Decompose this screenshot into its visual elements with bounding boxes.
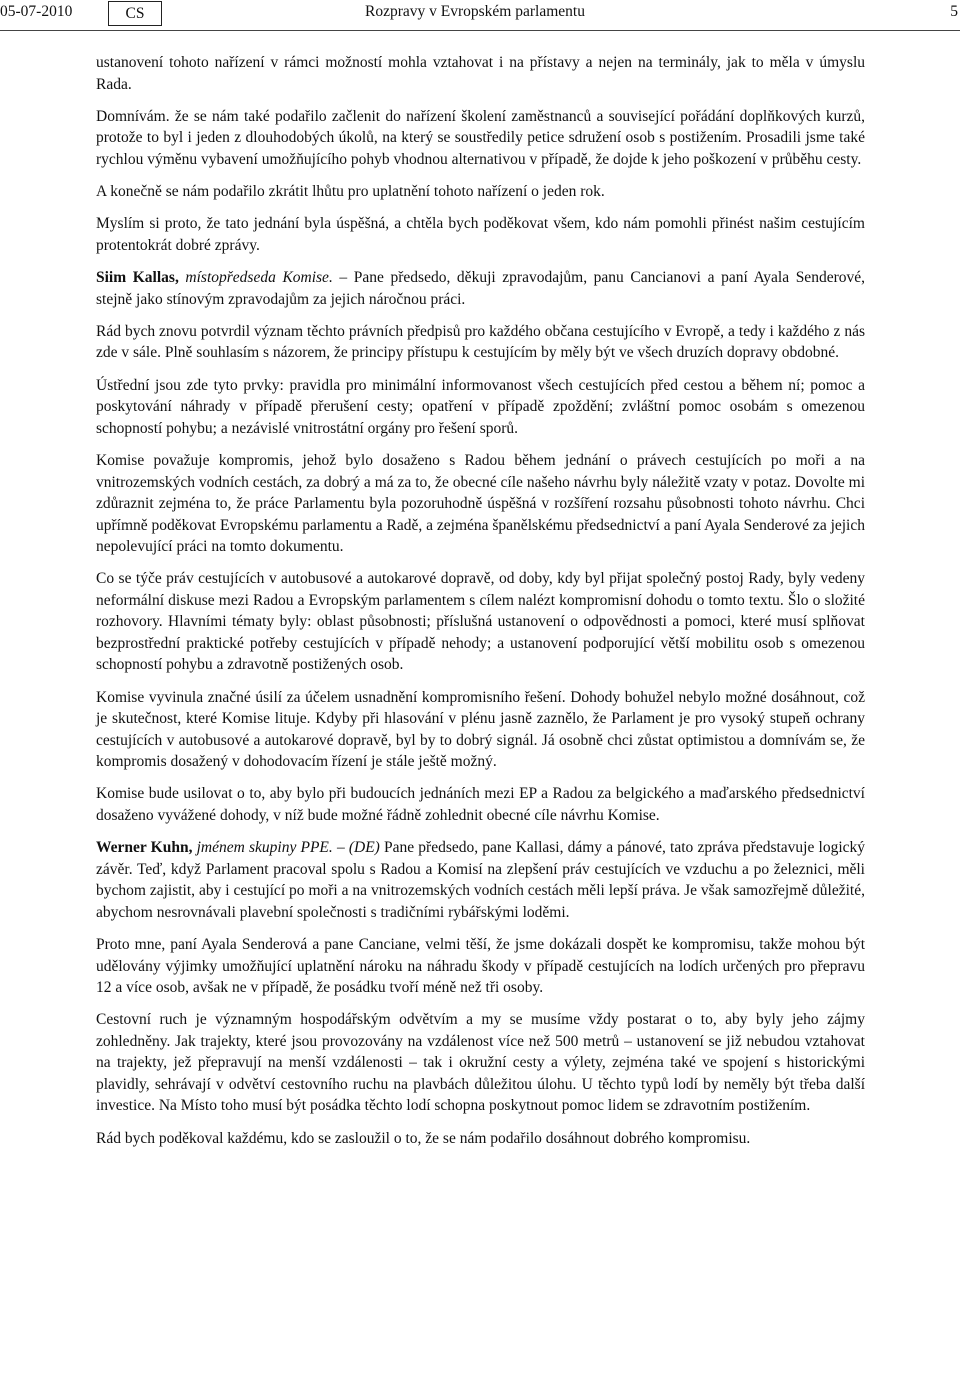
paragraph: Co se týče práv cestujících v autobusové a autokarové dopravě, od doby, kdy byl přijat společný postoj Rady, byly vedeny neformální diskuse mezi Radou a Evropským parlamentem s cílem nalézt kompromisní dohodu o tomto textu. Šlo o složité rozhovory. Hlavními tématy byly: oblast působnosti; příslušná ustanovení o odpovědnosti a pomoci, které musí splňovat bezprostřední praktické potřeby cestujících v případě nehody; a ustanovení podporující větší mobilitu osob s omezenou schopností pohybu a zdravotně postižených osob.: [96, 570, 865, 674]
paragraph: Komise vyvinula značné úsilí za účelem usnadnění kompromisního řešení. Dohody bohužel nebylo možné dosáhnout, což je skutečnost, které Komise lituje. Kdyby při hlasování v plénu jasně zaznělo, že Parlament je pro vysoký stupeň ochrany cestujících v autobusové a autokarové dopravě, byl by to dobrý signál. Já osobně chci zůstat optimistou a domnívám se, že kompromis dosažený v dohodovacím řízení je stále ještě možný.: [96, 688, 865, 771]
speaker-role: jménem skupiny PPE.: [192, 839, 333, 857]
header-date: 05-07-2010: [0, 3, 73, 20]
original-language-note: – (DE): [332, 839, 380, 857]
paragraph: Cestovní ruch je významným hospodářským odvětvím a my se musíme vždy postarat o to, aby byly jeho zájmy zohledněny. Jak trajekty, které jsou provozovány na vzdálenost více než 500 metrů – ustanovení se již nebudou vztahovat na trajekty, jež přepravují na menší vzdálenosti – tak i okružní cesty a výlety, zejména také ve spojení s historickými plavidly, sehrávají v odvětví cestovního ruchu na plavbách důležitou úlohu. U těchto typů lodí by neměly být třeba další investice. Na Místo toho musí být posádka těchto lodí schopna poskytnout pomoc lidem se zdravotním postižením.: [96, 1011, 865, 1115]
speech-paragraph: Siim Kallas, místopředseda Komise. – Pane předsedo, děkuji zpravodajům, panu Cancianovi a paní Ayala Senderové, stejně jako stínovým zpravodajům za jejich náročnou práci.: [96, 269, 865, 308]
speaker-name: Siim Kallas,: [96, 269, 179, 287]
paragraph: ustanovení tohoto nařízení v rámci možností mohla vztahovat i na přístavy a nejen na terminály, jak to měla v úmyslu Rada.: [96, 54, 865, 93]
page-number: 5: [950, 3, 958, 20]
paragraph: Myslím si proto, že tato jednání byla úspěšná, a chtěla bych poděkovat všem, kdo nám pomohli přinést našim cestujícím protentokrát dobré zprávy.: [96, 215, 865, 254]
paragraph: Komise bude usilovat o to, aby bylo při budoucích jednáních mezi EP a Radou za belgického a maďarského předsednictví dosaženo vyvážené dohody, v níž bude možné řádně zohlednit obecné cíle návrhu Komise.: [96, 785, 865, 824]
paragraph: Rád bych znovu potvrdil význam těchto právních předpisů pro každého občana cestujícího v Evropě, a tedy i každého z nás zde v sále. Plně souhlasím s názorem, že principy přístupu k cestujícím by měly být ve všech druzích dopravy obdobné.: [96, 322, 865, 362]
paragraph: Rád bych poděkoval každému, kdo se zasloužil o to, že se nám podařilo dosáhnout dobrého kompromisu.: [96, 1129, 751, 1147]
publication-title: Rozpravy v Evropském parlamentu: [365, 3, 585, 20]
document-body: [96, 52, 865, 1160]
paragraph: Ústřední jsou zde tyto prvky: pravidla pro minimální informovanost všech cestujících před cestou a během ní; pomoc a poskytování náhrady v případě přerušení cesty; opatření v případě zpoždění; zvláštní pomoc osobám s omezenou schopností pohybu; a nezávislé vnitrostátní orgány pro řešení sporů.: [96, 376, 865, 437]
speaker-name: Werner Kuhn,: [96, 839, 193, 857]
paragraph: A konečně se nám podařilo zkrátit lhůtu pro uplatnění tohoto nařízení o jeden rok.: [96, 183, 605, 201]
language-code-box: CS: [108, 1, 162, 26]
speaker-role: místopředseda Komise.: [178, 269, 333, 287]
paragraph: Domnívám. že se nám také podařilo začlenit do nařízení školení zaměstnanců a související pořádání doplňkových kurzů, protože to byl i jeden z dlouhodobých úkolů, na který se soustředily petice sdružení osob s postižením. Prosadili jsme také rychlou výměnu vybavení umožňujícího pohyb vhodnou alternativou v případě, že dojde k jeho poškození v průběhu cesty.: [96, 107, 865, 168]
paragraph: Komise považuje kompromis, jehož bylo dosaženo s Radou během jednání o právech cestujících po moři a na vnitrozemských vodních cestách, za dobrý a má za to, že obecné cíle našeho návrhu byly náležitě vzaty v potaz. Dovolte mi zdůraznit zejména to, že práce Parlamentu byla pozoruhodně úspěšná v rozšíření rozsahu působnosti tohoto návrhu. Chci upřímně poděkovat Evropskému parlamentu a Radě, a zejména španělskému předsednictví a paní Ayala Senderové za jejich nepolevující práci na tomto dokumentu.: [96, 452, 865, 556]
page-header: [0, 0, 960, 31]
speech-paragraph: Werner Kuhn, jménem skupiny PPE. – (DE) Pane předsedo, pane Kallasi, dámy a pánové, tato zpráva představuje logický závěr. Teď, když Parlament pracoval spolu s Radou a Komisí na zlepšení práv cestujících ve vzduchu a po železnici, měli bychom zajistit, aby i cestující po moři a na vnitrozemských vodních cestách měli lepší práva. Je však samozřejmě důležité, abychom nesrovnávali plavební společnosti s tradičními rybářskými loděmi.: [96, 839, 865, 921]
paragraph: Proto mne, paní Ayala Senderová a pane Canciane, velmi těší, že jsme dokázali dospět ke kompromisu, takže mohou být udělovány výjimky umožňující uplatnění nároku na náhradu škody v případě cestujících na lodích určených pro přepravu 12 a více osob, avšak ne v případě, že posádku tvoří méně než tři osoby.: [96, 936, 865, 997]
